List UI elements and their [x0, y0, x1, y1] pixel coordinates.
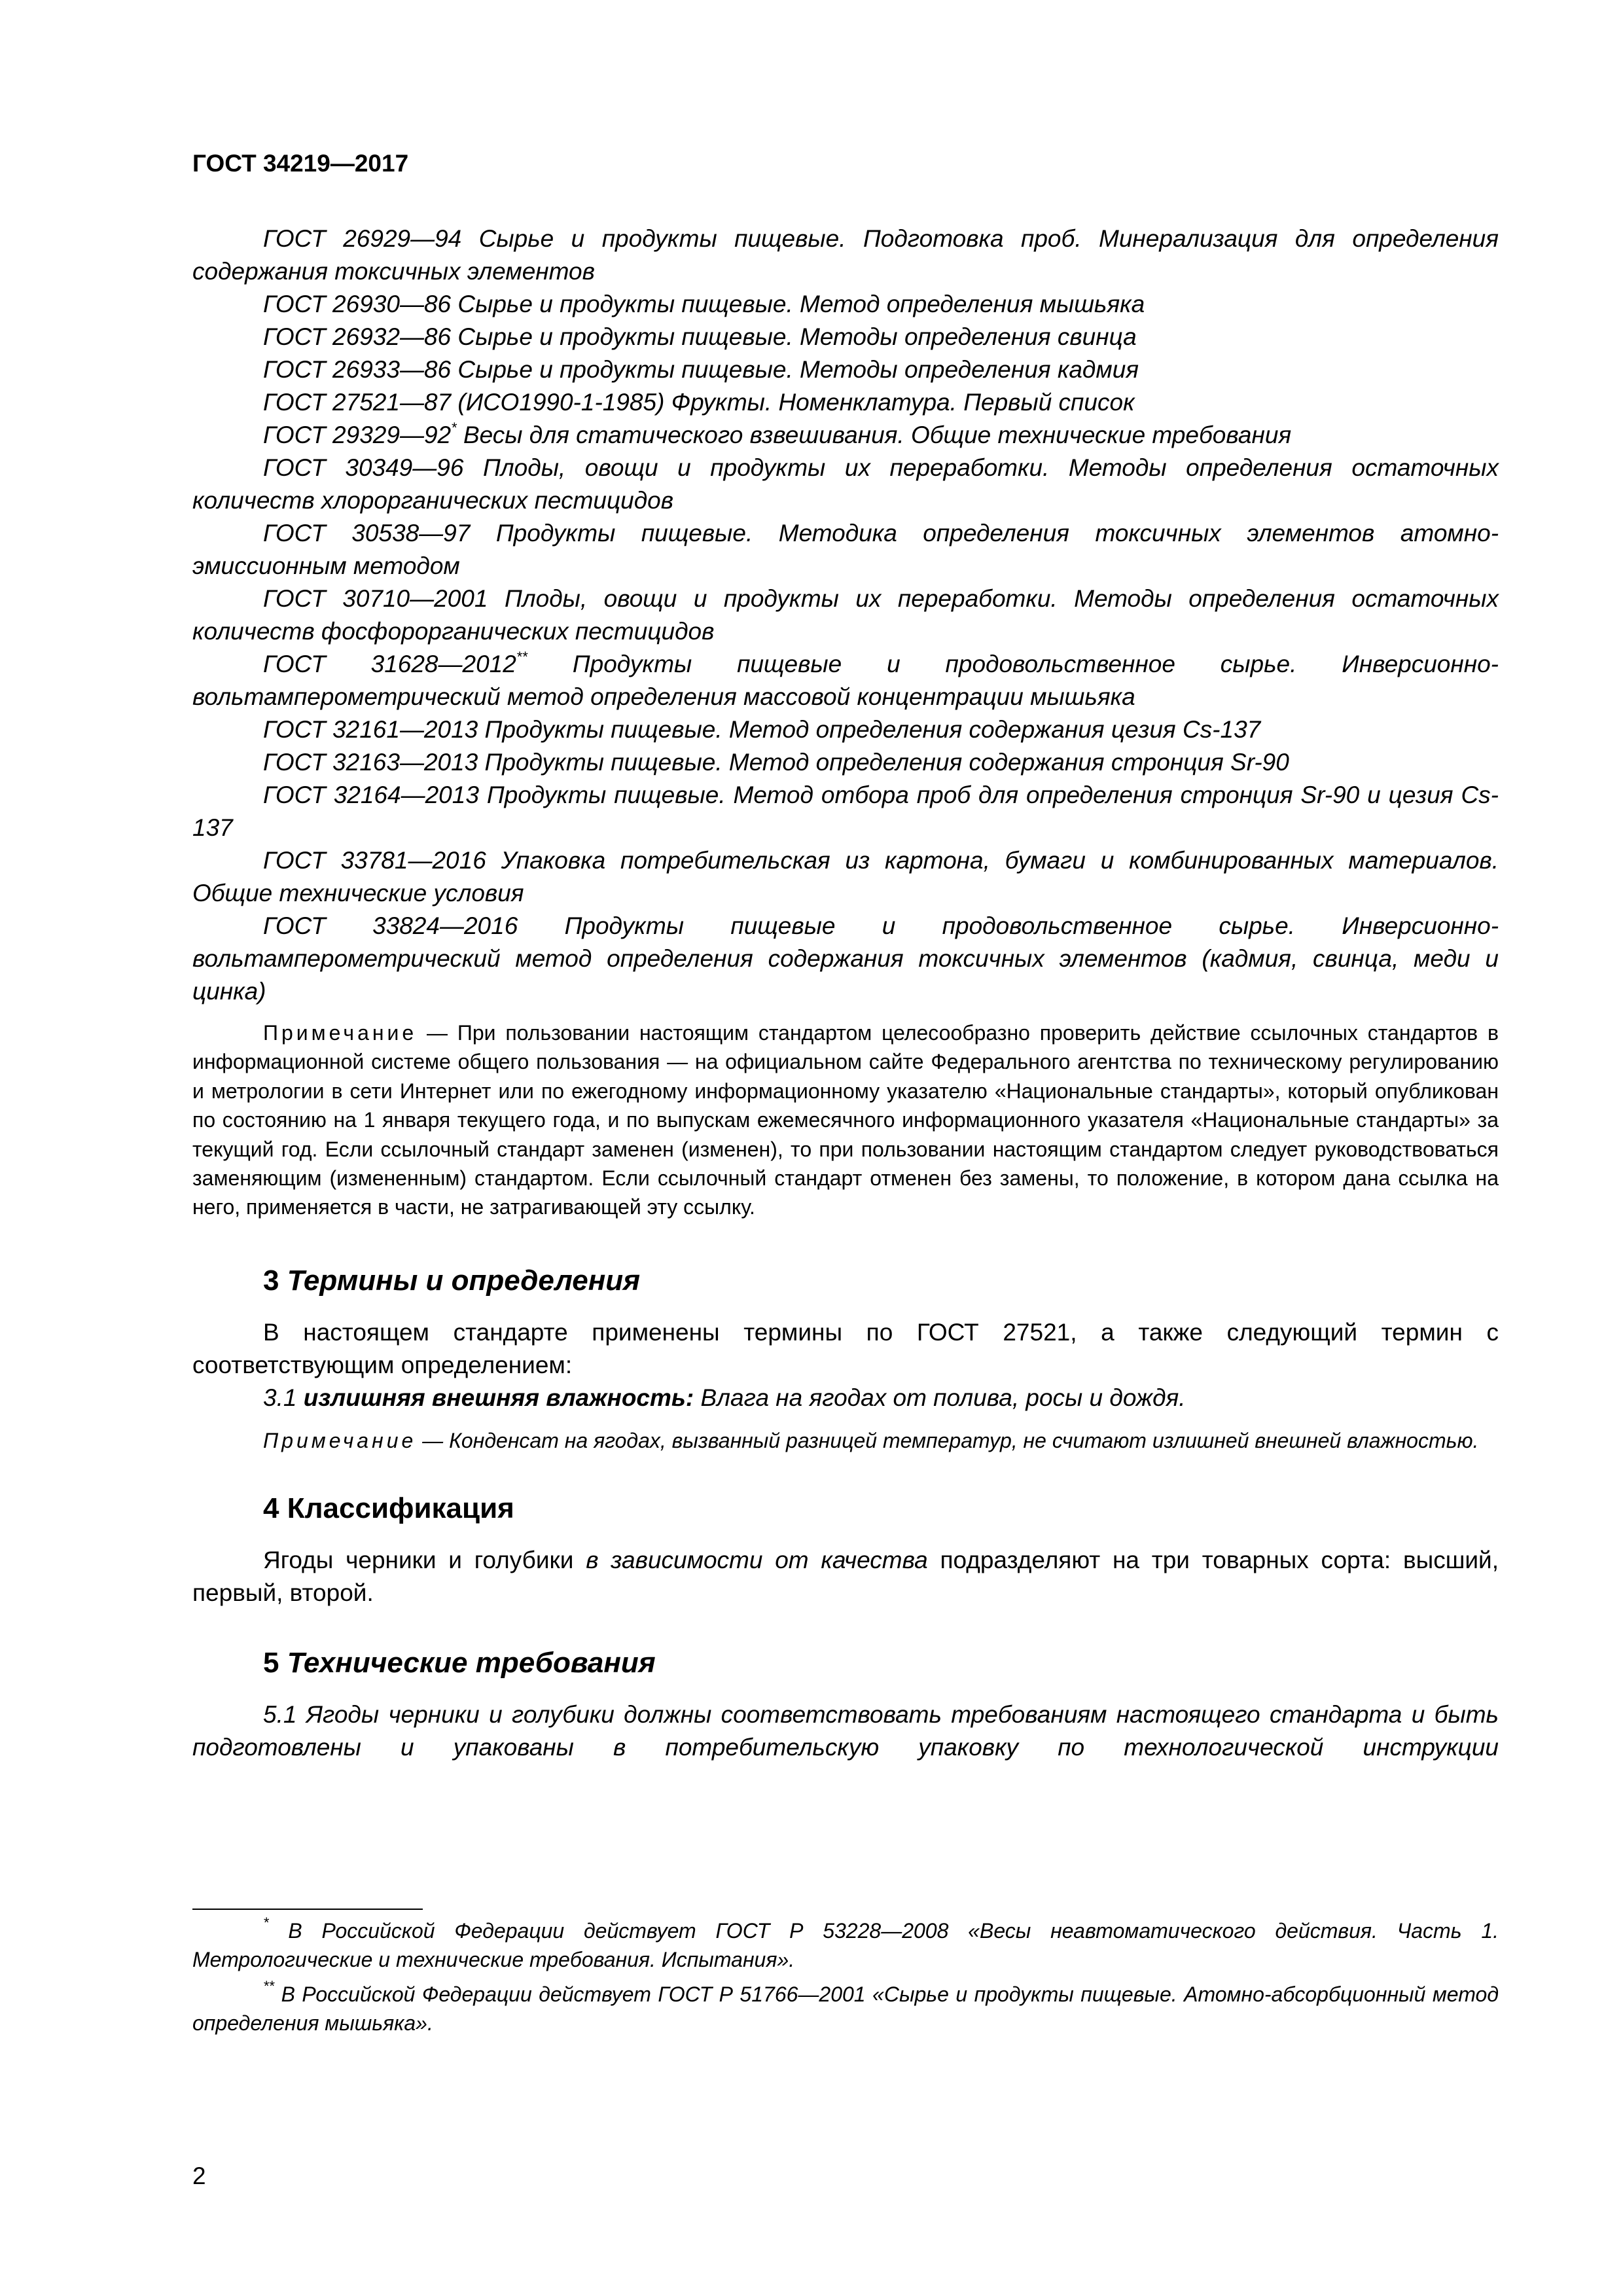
- term-definition: 3.1 излишняя внешняя влажность: Влага на ягодах от полива, росы и дождя.: [263, 1384, 1186, 1411]
- section-heading: 3 Термины и определения: [263, 1264, 641, 1297]
- reference-item: ГОСТ 30710—2001 Плоды, овощи и продукты их переработки. Методы определения остаточных количеств фосфорорганических пестицидов: [192, 585, 1499, 645]
- note-term: Примечание — Конденсат на ягодах, вызванный разницей температур, не считают излишней внешней влажностью.: [263, 1428, 1479, 1452]
- references-list: [192, 223, 1499, 1008]
- reference-item: ГОСТ 26929—94 Сырье и продукты пищевые. Подготовка проб. Минерализация для определения содержания токсичных элементов: [192, 225, 1499, 285]
- reference-item: ГОСТ 29329—92* Весы для статического взвешивания. Общие технические требования: [263, 420, 1292, 448]
- reference-item: ГОСТ 26930—86 Сырье и продукты пищевые. Метод определения мышьяка: [263, 291, 1145, 317]
- reference-item: ГОСТ 32164—2013 Продукты пищевые. Метод отбора проб для определения стронция Sr-90 и цезия Cs-137: [192, 781, 1499, 841]
- term: излишняя внешняя влажность:: [303, 1384, 694, 1411]
- reference-item: ГОСТ 26933—86 Сырье и продукты пищевые. Методы определения кадмия: [263, 356, 1139, 383]
- section-text: В настоящем стандарте применены термины по ГОСТ 27521, а также следующий термин с соответствующим определением:: [192, 1318, 1499, 1378]
- body-text: [192, 223, 1499, 1764]
- note-label: Примечание: [263, 1428, 417, 1452]
- note-references: Примечание — При пользовании настоящим стандартом целесообразно проверить действие ссылочных стандартов в информационной системе общего пользования — на официальном сайте Федерального агентства по техническому регулированию и метрологии в сети Интернет или по ежегодному информационному указателю «Национальные стандарты», который опубликован по состоянию на 1 января текущего года, и по выпускам ежемесячного информационного указателя «Национальные стандарты» за текущий год. Если ссылочный стандарт заменен (изменен), то при пользовании настоящим стандартом следует руководствоваться заменяющим (измененным) стандартом. Если ссылочный стандарт отменен без замены, то положение, в котором дана ссылка на него, применяется в части, не затрагивающей эту ссылку.: [192, 1021, 1499, 1219]
- reference-item: ГОСТ 26932—86 Сырье и продукты пищевые. Методы определения свинца: [263, 323, 1137, 350]
- reference-item: ГОСТ 31628—2012** Продукты пищевые и продовольственное сырье. Инверсионно-вольтамперометрический метод определения массовой концентрации мышьяка: [192, 649, 1499, 710]
- footnotes: [192, 1916, 1499, 2038]
- reference-item: ГОСТ 30349—96 Плоды, овощи и продукты их переработки. Методы определения остаточных количеств хлорорганических пестицидов: [192, 454, 1499, 514]
- reference-item: ГОСТ 27521—87 (ИСО1990-1-1985) Фрукты. Номенклатура. Первый список: [263, 389, 1135, 416]
- section-heading: 4 Классификация: [263, 1492, 514, 1525]
- note-label: Примечание: [263, 1021, 418, 1045]
- reference-item: ГОСТ 32163—2013 Продукты пищевые. Метод определения содержания стронция Sr-90: [263, 749, 1289, 776]
- section-text: 5.1 Ягоды черники и голубики должны соответствовать требованиям настоящего стандарта и быть подготовлены и упакованы в потребительскую упаковку по технологической инструкции: [192, 1701, 1499, 1761]
- section-heading: 5 Технические требования: [263, 1647, 656, 1679]
- footnote: * В Российской Федерации действует ГОСТ Р 53228—2008 «Весы неавтоматического действия. Часть 1. Метрологические и технические требования. Испытания».: [192, 1914, 1499, 1972]
- footnote-marker: **: [516, 649, 527, 665]
- footnote-separator: [192, 1909, 423, 1910]
- reference-item: ГОСТ 33824—2016 Продукты пищевые и продовольственное сырье. Инверсионно-вольтамперометрический метод определения содержания токсичных элементов (кадмия, свинца, меди и цинка): [192, 912, 1499, 1005]
- footnote-marker: *: [451, 420, 457, 436]
- section-text: Ягоды черники и голубики в зависимости от качества подразделяют на три товарных сорта: высший, первый, второй.: [192, 1547, 1499, 1607]
- reference-item: ГОСТ 33781—2016 Упаковка потребительская из картона, бумаги и комбинированных материалов. Общие технические условия: [192, 847, 1499, 906]
- reference-item: ГОСТ 32161—2013 Продукты пищевые. Метод определения содержания цезия Cs-137: [263, 716, 1261, 743]
- page-number: 2: [192, 2162, 206, 2189]
- document-page: [192, 0, 1499, 2296]
- reference-item: ГОСТ 30538—97 Продукты пищевые. Методика определения токсичных элементов атомно-эмиссионным методом: [192, 520, 1499, 579]
- document-header: ГОСТ 34219—2017: [192, 150, 409, 177]
- footnote: ** В Российской Федерации действует ГОСТ Р 51766—2001 «Сырье и продукты пищевые. Атомно-абсорбционный метод определения мышьяка».: [192, 1977, 1499, 2036]
